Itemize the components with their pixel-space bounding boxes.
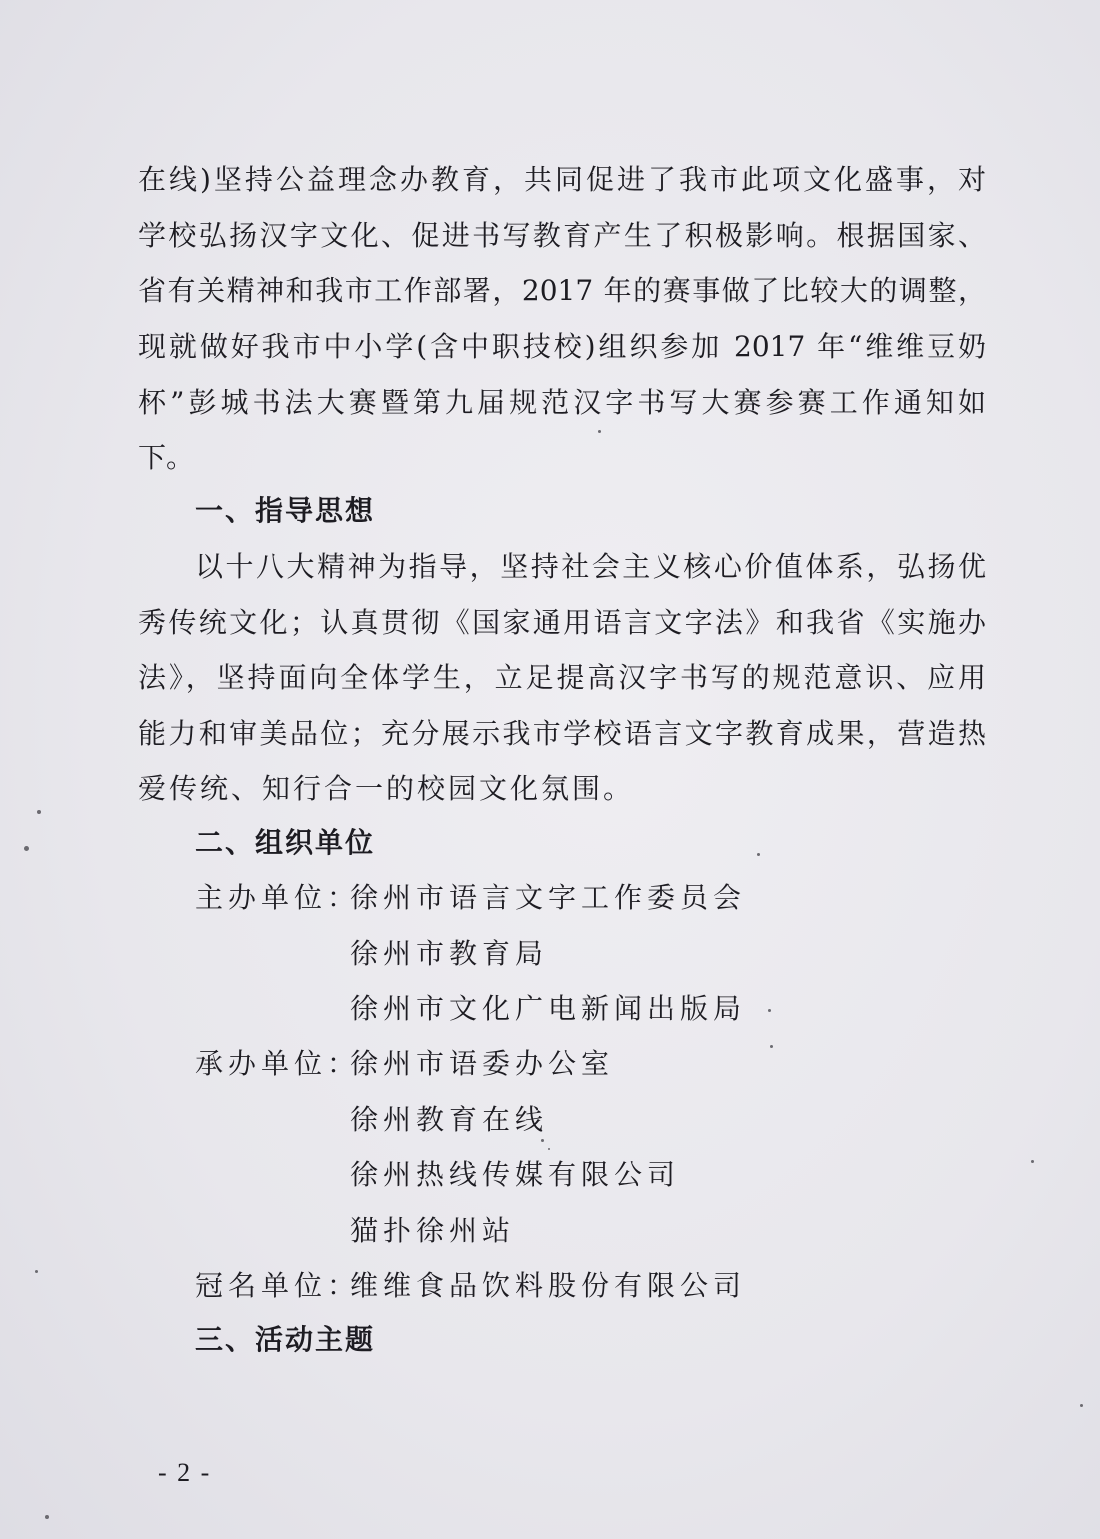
scan-speck (548, 1148, 550, 1150)
intro-line-3: 省有关精神和我市工作部署，2017 年的赛事做了比较大的调整， (138, 274, 986, 307)
section-1-line-3: 法》，坚持面向全体学生，立足提高汉字书写的规范意识、应用 (138, 661, 986, 694)
section-2-heading: 二、组织单位 (195, 826, 376, 859)
organizer-unit-3: 徐州热线传媒有限公司 (350, 1158, 681, 1191)
section-1-line-2: 秀传统文化；认真贯彻《国家通用语言文字法》和我省《实施办 (138, 606, 986, 639)
organizer-label: 承办单位： (195, 1047, 361, 1080)
scan-speck (35, 1270, 38, 1273)
scan-speck (770, 1045, 773, 1048)
section-1-line-5: 爱传统、知行合一的校园文化氛围。 (138, 772, 635, 805)
scan-speck (45, 1515, 49, 1519)
host-label: 主办单位： (195, 881, 361, 914)
intro-line-6: 下。 (138, 441, 195, 474)
section-1-line-1: 以十八大精神为指导，坚持社会主义核心价值体系，弘扬优 (195, 550, 986, 583)
section-1-line-4: 能力和审美品位；充分展示我市学校语言文字教育成果，营造热 (138, 717, 986, 750)
sponsor-unit-1: 维维食品饮料股份有限公司 (350, 1269, 747, 1302)
scan-speck (24, 846, 29, 851)
scan-speck (757, 853, 760, 856)
scan-speck (1080, 1404, 1083, 1407)
host-unit-1: 徐州市语言文字工作委员会 (350, 881, 747, 914)
intro-line-1: 在线)坚持公益理念办教育，共同促进了我市此项文化盛事，对 (138, 163, 986, 196)
intro-line-4: 现就做好我市中小学(含中职技校)组织参加 2017 年“维维豆奶 (138, 330, 986, 363)
section-1-heading: 一、指导思想 (195, 494, 376, 527)
organizer-unit-2: 徐州教育在线 (350, 1103, 549, 1136)
intro-line-5: 杯”彭城书法大赛暨第九届规范汉字书写大赛参赛工作通知如 (138, 386, 986, 419)
sponsor-label: 冠名单位： (195, 1269, 361, 1302)
organizer-unit-1: 徐州市语委办公室 (350, 1047, 615, 1080)
scan-speck (37, 810, 41, 814)
host-unit-2: 徐州市教育局 (350, 937, 549, 970)
section-3-heading: 三、活动主题 (195, 1323, 376, 1356)
scan-speck (598, 430, 601, 433)
scan-speck (541, 1139, 544, 1142)
intro-line-2: 学校弘扬汉字文化、促进书写教育产生了积极影响。根据国家、 (138, 219, 986, 252)
page-number: - 2 - (158, 1458, 212, 1487)
organizer-unit-4: 猫扑徐州站 (350, 1214, 516, 1247)
scan-speck (768, 1009, 771, 1012)
scan-speck (1031, 1160, 1034, 1163)
host-unit-3: 徐州市文化广电新闻出版局 (350, 992, 747, 1025)
